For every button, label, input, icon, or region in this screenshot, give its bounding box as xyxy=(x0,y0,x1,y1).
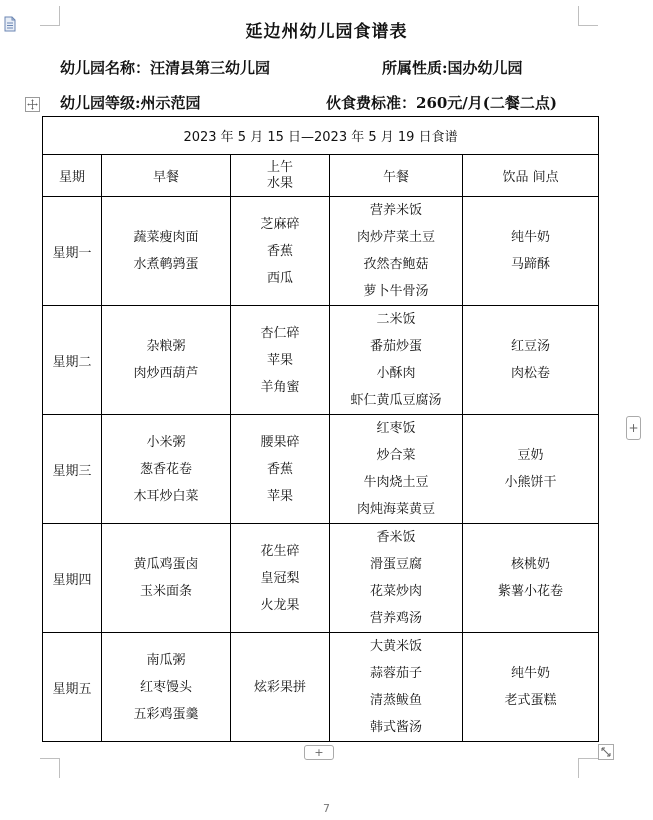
menu-item: 孜然杏鲍菇 xyxy=(363,257,429,272)
menu-item: 核桃奶 xyxy=(511,557,551,572)
menu-item: 香米饭 xyxy=(376,530,416,545)
breakfast-cell[interactable] xyxy=(102,197,231,306)
menu-item: 小熊饼干 xyxy=(504,475,557,490)
table-move-handle-icon[interactable] xyxy=(25,97,40,112)
lunch-cell[interactable] xyxy=(330,197,463,306)
fruit-cell[interactable] xyxy=(231,415,330,524)
lunch-cell[interactable] xyxy=(330,306,463,415)
table-row xyxy=(43,306,599,415)
fruit-cell[interactable] xyxy=(231,524,330,633)
header-breakfast[interactable]: 早餐 xyxy=(102,155,231,197)
menu-item: 纯牛奶 xyxy=(511,230,551,245)
menu-item: 木耳炒白菜 xyxy=(133,488,199,504)
menu-item: 苹果 xyxy=(266,352,293,368)
menu-item: 杂粮粥 xyxy=(146,339,186,354)
snack-cell[interactable] xyxy=(463,524,599,633)
menu-item: 皇冠梨 xyxy=(260,570,300,586)
add-row-button[interactable]: + xyxy=(304,745,334,760)
menu-item: 豆奶 xyxy=(517,448,544,463)
day-cell[interactable]: 星期一 xyxy=(43,197,102,306)
menu-item: 紫薯小花卷 xyxy=(498,584,564,599)
menu-item: 花生碎 xyxy=(260,543,300,559)
menu-item: 炒合菜 xyxy=(376,448,416,463)
breakfast-cell[interactable] xyxy=(102,306,231,415)
day-cell[interactable]: 星期五 xyxy=(43,633,102,742)
menu-item: 韩式酱汤 xyxy=(369,720,422,735)
header-fruit-line2: 水果 xyxy=(266,175,293,191)
menu-item: 五彩鸡蛋羹 xyxy=(133,706,199,722)
menu-item: 营养鸡汤 xyxy=(369,611,422,626)
breakfast-cell[interactable] xyxy=(102,633,231,742)
header-day[interactable]: 星期 xyxy=(43,155,102,197)
menu-item: 西瓜 xyxy=(266,270,293,286)
menu-item: 蔬菜瘦肉面 xyxy=(133,230,199,245)
breakfast-cell[interactable] xyxy=(102,524,231,633)
fruit-cell[interactable] xyxy=(231,633,330,742)
menu-item: 玉米面条 xyxy=(139,584,192,599)
menu-item: 番茄炒蛋 xyxy=(369,339,422,354)
crop-mark-bottom-right xyxy=(578,758,598,778)
menu-item: 花菜炒肉 xyxy=(369,584,422,599)
menu-item: 腰果碎 xyxy=(260,434,300,450)
menu-item: 杏仁碎 xyxy=(260,325,300,341)
table-row xyxy=(43,633,599,742)
snack-cell[interactable] xyxy=(463,633,599,742)
fruit-cell[interactable] xyxy=(231,197,330,306)
menu-item: 肉炖海菜黄豆 xyxy=(356,502,435,517)
page-number: 7 xyxy=(323,802,330,815)
fruit-cell[interactable] xyxy=(231,306,330,415)
menu-item: 清蒸鲅鱼 xyxy=(369,693,422,708)
menu-item: 红枣馒头 xyxy=(139,679,192,695)
menu-item: 肉炒西葫芦 xyxy=(133,366,199,381)
menu-item: 小酥肉 xyxy=(376,366,416,381)
lunch-cell[interactable] xyxy=(330,633,463,742)
menu-item: 营养米饭 xyxy=(369,203,422,218)
menu-table[interactable] xyxy=(42,116,599,742)
crop-mark-bottom-left xyxy=(40,758,60,778)
header-fruit-line1: 上午 xyxy=(266,159,293,175)
snack-cell[interactable] xyxy=(463,306,599,415)
menu-item: 红豆汤 xyxy=(511,339,551,354)
menu-item: 炫彩果拼 xyxy=(253,679,306,695)
menu-item: 纯牛奶 xyxy=(511,666,551,681)
menu-item: 羊角蜜 xyxy=(260,379,300,395)
menu-item: 南瓜粥 xyxy=(146,652,186,668)
menu-item: 香蕉 xyxy=(266,243,293,259)
header-lunch[interactable]: 午餐 xyxy=(330,155,463,197)
menu-item: 萝卜牛骨汤 xyxy=(363,284,429,299)
snack-cell[interactable] xyxy=(463,415,599,524)
menu-item: 苹果 xyxy=(266,488,293,504)
table-resize-icon[interactable] xyxy=(598,744,614,760)
day-cell[interactable]: 星期三 xyxy=(43,415,102,524)
menu-item: 滑蛋豆腐 xyxy=(369,557,422,572)
snack-cell[interactable] xyxy=(463,197,599,306)
menu-item: 虾仁黄瓜豆腐汤 xyxy=(350,393,442,408)
header-drinks-snacks[interactable]: 饮品 间点 xyxy=(463,155,599,197)
day-cell[interactable]: 星期四 xyxy=(43,524,102,633)
breakfast-cell[interactable] xyxy=(102,415,231,524)
menu-item: 水煮鹌鹑蛋 xyxy=(133,257,199,272)
day-cell[interactable]: 星期二 xyxy=(43,306,102,415)
menu-item: 二米饭 xyxy=(376,312,416,327)
menu-item: 火龙果 xyxy=(260,597,300,613)
meal-fee-standard: 伙食费标准：260元/月(二餐二点) xyxy=(326,94,557,112)
date-range[interactable]: 2023 年 5 月 15 日—2023 年 5 月 19 日食谱 xyxy=(43,117,599,155)
menu-item: 马蹄酥 xyxy=(511,257,551,272)
menu-item: 肉炒芹菜土豆 xyxy=(356,230,435,245)
menu-item: 牛肉烧土豆 xyxy=(363,475,429,490)
menu-item: 小米粥 xyxy=(146,434,186,450)
menu-item: 红枣饭 xyxy=(376,421,416,436)
kindergarten-nature: 所属性质:国办幼儿园 xyxy=(382,59,523,77)
lunch-cell[interactable] xyxy=(330,524,463,633)
menu-item: 蒜蓉茄子 xyxy=(369,666,422,681)
menu-item: 芝麻碎 xyxy=(260,216,300,232)
table-row xyxy=(43,197,599,306)
kindergarten-name: 幼儿园名称：汪清县第三幼儿园 xyxy=(60,59,271,77)
menu-item: 大黄米饭 xyxy=(369,639,422,654)
menu-item: 肉松卷 xyxy=(511,366,551,381)
menu-item: 葱香花卷 xyxy=(139,461,192,477)
table-row xyxy=(43,415,599,524)
lunch-cell[interactable] xyxy=(330,415,463,524)
menu-item: 香蕉 xyxy=(266,461,293,477)
menu-item: 老式蛋糕 xyxy=(504,693,557,708)
add-column-button[interactable]: + xyxy=(626,416,641,440)
page-title: 延边州幼儿园食谱表 xyxy=(245,22,408,42)
header-fruit[interactable] xyxy=(231,155,330,197)
table-row xyxy=(43,524,599,633)
kindergarten-level: 幼儿园等级:州示范园 xyxy=(60,94,201,112)
menu-item: 黄瓜鸡蛋卤 xyxy=(133,557,199,572)
